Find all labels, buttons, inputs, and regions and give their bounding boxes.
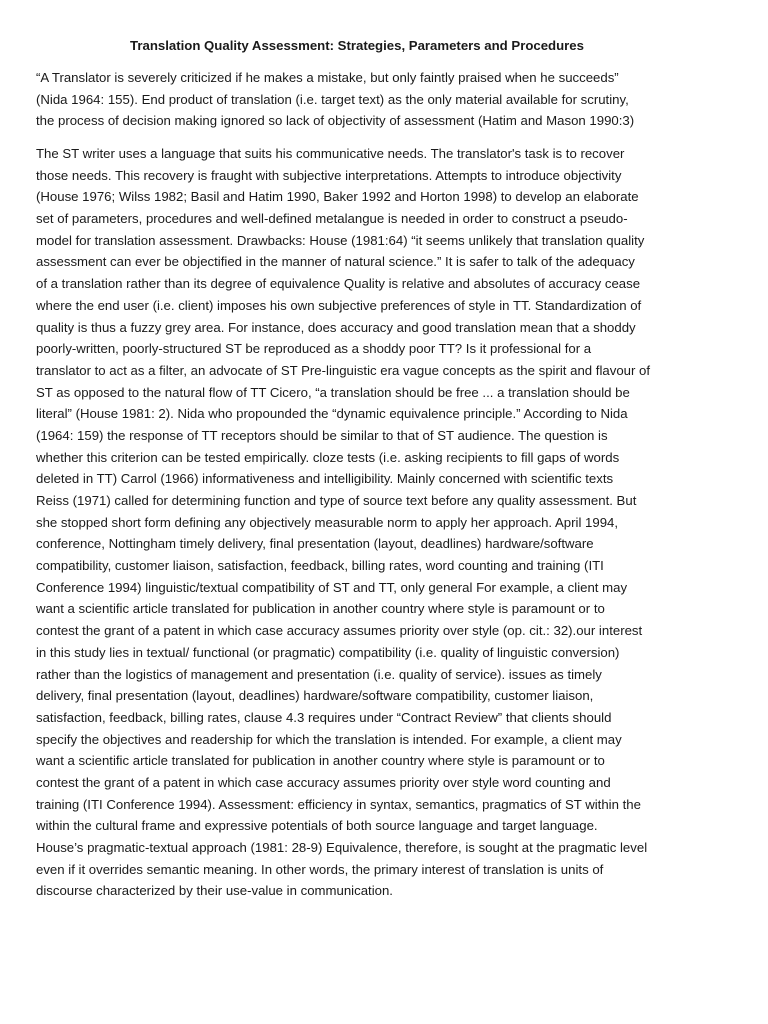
text-line: want a scientific article translated for publication in another country where style is paramount or to — [36, 753, 605, 769]
text-line: ST as opposed to the natural flow of TT Cicero, “a translation should be free ... a translation should be — [36, 384, 630, 400]
text-line: specify the objectives and readership for which the translation is intended. For example, a client may — [36, 731, 622, 747]
text-line: translator to act as a filter, an advocate of ST Pre-linguistic era vague concepts as the spirit and flavour of — [36, 362, 651, 378]
text-line: contest the grant of a patent in which case accuracy assumes priority over style (op. cit.: 32).our interest — [36, 623, 643, 639]
text-line: model for translation assessment. Drawbacks: House (1981:64) “it seems unlikely that translation quality — [36, 232, 645, 248]
text-line: poorly-written, poorly-structured ST be reproduced as a shoddy poor TT? Is it professional for a — [36, 341, 592, 357]
text-line: set of parameters, procedures and well-defined metalangue is needed in order to construct a pseudo- — [36, 211, 628, 227]
text-line: Reiss (1971) called for determining function and type of source text before any quality assessment. But — [36, 493, 637, 508]
text-line: whether this criterion can be tested empirically. cloze tests (i.e. asking recipients to fill gaps of words — [36, 449, 620, 465]
text-line: she stopped short form defining any objectively measurable norm to apply her approach. April 1994, — [36, 514, 619, 530]
document-title: Translation Quality Assessment: Strategies, Parameters and Procedures — [130, 38, 584, 53]
text-line: the process of decision making ignored so lack of objectivity of assessment (Hatim and Mason 1990:3) — [36, 113, 635, 129]
text-line: where the end user (i.e. client) imposes his own subjective preferences of style in TT. Standardization of — [36, 297, 642, 313]
text-line: those needs. This recovery is fraught with subjective interpretations. Attempts to introduce objectivity — [36, 167, 622, 183]
paragraph-body — [36, 143, 736, 902]
text-line: literal” (House 1981: 2). Nida who propounded the “dynamic equivalence principle.” According to Nida — [36, 406, 628, 422]
text-line: contest the grant of a patent in which case accuracy assumes priority over style word counting and — [36, 774, 611, 790]
text-line: compatibility, customer liaison, satisfaction, feedback, billing rates, word counting and training (ITI — [36, 558, 604, 574]
text-line: deleted in TT) Carrol (1966) informativeness and intelligibility. Mainly concerned with scientific texts — [36, 471, 614, 487]
text-line: rather than the logistics of management and presentation (i.e. quality of service). issues as timely — [36, 666, 602, 682]
text-line: quality is thus a fuzzy grey area. For instance, does accuracy and good translation mean that a shoddy — [36, 319, 636, 335]
text-line: discourse characterized by their use-value in communication. — [36, 883, 393, 899]
text-line: Conference 1994) linguistic/textual compatibility of ST and TT, only general For example, a client may — [36, 579, 628, 595]
text-line: assessment can ever be objectified in the manner of natural science.” It is safer to talk of the adequacy — [36, 254, 635, 270]
text-line: House’s pragmatic-textual approach (1981: 28-9) Equivalence, therefore, is sought at the pragmatic level — [36, 840, 648, 855]
text-line: satisfaction, feedback, billing rates, clause 4.3 requires under “Contract Review” that clients should — [36, 709, 612, 725]
text-line: training (ITI Conference 1994). Assessment: efficiency in syntax, semantics, pragmatics of ST within the — [36, 796, 641, 812]
text-line: (1964: 159) the response of TT receptors should be similar to that of ST audience. The question is — [36, 427, 608, 443]
paragraph-quote — [36, 67, 736, 132]
text-line: The ST writer uses a language that suits his communicative needs. The translator's task is to recover — [36, 146, 625, 161]
text-line: within the cultural frame and expressive potentials of both source language and target language. — [36, 818, 598, 834]
text-line: conference, Nottingham timely delivery, final presentation (layout, deadlines) hardware/software — [36, 536, 594, 552]
text-line: (House 1976; Wilss 1982; Basil and Hatim 1990, Baker 1992 and Horton 1998) to develop an elaborate — [36, 189, 639, 205]
text-line: delivery, final presentation (layout, deadlines) hardware/software compatibility, customer liaison, — [36, 688, 594, 704]
text-line: in this study lies in textual/ functional (or pragmatic) compatibility (i.e. quality of linguistic conversion) — [36, 644, 620, 660]
text-line: even if it overrides semantic meaning. In other words, the primary interest of translation is units of — [36, 861, 604, 877]
text-line: “A Translator is severely criticized if he makes a mistake, but only faintly praised when he succeeds” — [36, 70, 619, 85]
text-line: want a scientific article translated for publication in another country where style is paramount or to — [36, 601, 605, 617]
text-line: of a translation rather than its degree of equivalence Quality is relative and absolutes of accuracy cease — [36, 276, 641, 292]
text-line: (Nida 1964: 155). End product of translation (i.e. target text) as the only material available for scrutiny, — [36, 91, 629, 107]
